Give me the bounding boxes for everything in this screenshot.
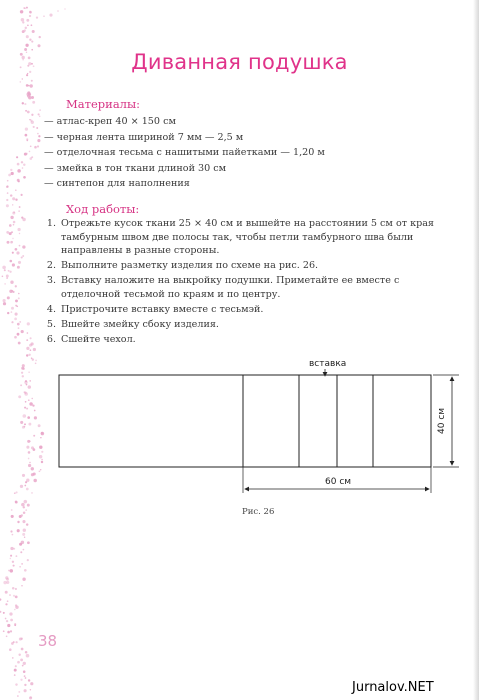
materials-heading: Материалы: [66, 97, 141, 111]
materials-item: — отделочная тесьма с нашитыми пайетками — 1,20 м [44, 147, 325, 158]
work-heading: Ход работы: [66, 202, 140, 216]
page-edge-shadow [473, 0, 479, 700]
site-watermark: Jurnalov.NET [352, 680, 434, 695]
step-number: 5. [46, 319, 56, 331]
materials-item: — синтепон для наполнения [44, 178, 190, 189]
work-step [40, 303, 460, 317]
height-label: 40 см [437, 407, 447, 434]
step-number: 1. [46, 218, 56, 229]
step-text: Пристрочите вставку вместе с тесьмэй. [61, 304, 264, 316]
insert-label: вставка [309, 359, 347, 369]
work-step [40, 259, 460, 273]
page-number: 38 [38, 632, 58, 650]
step-text: Сшейте чехол. [61, 334, 136, 346]
width-label: 60 см [325, 477, 352, 487]
step-number: 3. [46, 275, 56, 287]
materials-item: — черная лента шириной 7 мм — 2,5 м [44, 131, 244, 143]
pattern-diagram [55, 352, 465, 502]
step-text: Вставку наложите на выкройку подушки. Приметайте ее вместе с отделочной тесьмой по краям и по центру. [61, 275, 400, 300]
decorative-dot-border [0, 0, 70, 700]
step-number: 4. [46, 304, 56, 316]
step-text: Отрежьте кусок ткани 25 × 40 см и вышейте на расстоянии 5 см от края тамбурным швом две полосы так, чтобы петли тамбурного шва были направлены в разные стороны. [61, 218, 434, 257]
pattern-outline [59, 375, 431, 467]
materials-list [44, 114, 325, 192]
step-number: 2. [46, 260, 56, 272]
materials-item: — атлас-креп 40 × 150 см [44, 116, 176, 127]
step-text: Выполните разметку изделия по схеме на рис. 26. [61, 260, 319, 272]
step-number: 6. [46, 334, 56, 346]
work-steps-list [40, 217, 460, 348]
work-step [40, 333, 460, 347]
work-step [40, 217, 460, 258]
page-title: Диванная подушка [131, 50, 348, 74]
work-step [40, 274, 460, 301]
figure-caption: Рис. 26 [242, 507, 275, 517]
step-text: Вшейте змейку сбоку изделия. [61, 319, 219, 331]
work-step [40, 318, 460, 332]
materials-item: — змейка в тон ткани длиной 30 см [44, 162, 227, 174]
